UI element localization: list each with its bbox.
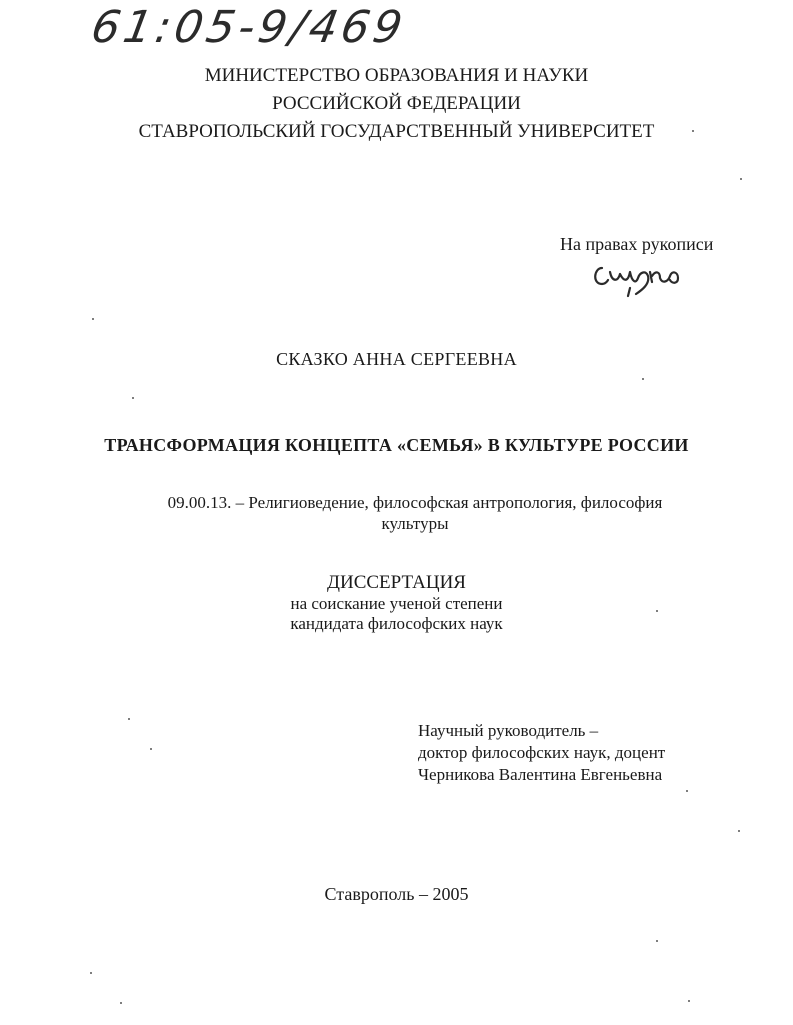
scan-speck — [132, 397, 134, 399]
ministry-line-2: РОССИЙСКОЙ ФЕДЕРАЦИИ — [272, 93, 521, 114]
archive-number-handwritten: 61:05-9/469 — [87, 2, 410, 53]
ministry-line-3: СТАВРОПОЛЬСКИЙ ГОСУДАРСТВЕННЫЙ УНИВЕРСИТЕТ — [138, 121, 655, 142]
dissertation-block — [0, 572, 793, 634]
scan-speck — [656, 940, 658, 942]
author-name: СКАЗКО АННА СЕРГЕЕВНА — [276, 349, 517, 369]
dissertation-heading: ДИССЕРТАЦИЯ — [327, 572, 466, 593]
advisor-label: Научный руководитель – — [418, 721, 599, 740]
scan-speck — [642, 378, 644, 380]
scan-speck — [738, 830, 740, 832]
scan-speck — [92, 318, 94, 320]
dissertation-title: ТРАНСФОРМАЦИЯ КОНЦЕПТА «СЕМЬЯ» В КУЛЬТУРЕ РОССИИ — [104, 435, 689, 455]
scan-speck — [692, 130, 694, 132]
ministry-line-1: МИНИСТЕРСТВО ОБРАЗОВАНИЯ И НАУКИ — [204, 65, 589, 86]
scan-speck — [150, 748, 152, 750]
scan-speck — [656, 610, 658, 612]
scan-speck — [740, 178, 742, 180]
advisor-name: Черникова Валентина Евгеньевна — [418, 765, 663, 784]
scan-speck — [128, 718, 130, 720]
advisor-block — [418, 720, 665, 786]
specialty-code: 09.00.13. – Религиоведение, философская антропология, философия культуры — [167, 493, 663, 533]
city-year: Ставрополь – 2005 — [324, 884, 469, 904]
scan-speck — [90, 972, 92, 974]
advisor-degree: доктор философских наук, доцент — [418, 743, 666, 762]
scan-speck — [688, 1000, 690, 1002]
dissertation-line-2: кандидата философских наук — [290, 614, 503, 633]
scan-speck — [120, 1002, 122, 1004]
dissertation-line-1: на соискание ученой степени — [290, 594, 503, 613]
scan-speck — [686, 790, 688, 792]
ministry-header — [0, 62, 793, 146]
author-signature — [590, 254, 690, 303]
rights-note: На правах рукописи — [560, 234, 714, 254]
